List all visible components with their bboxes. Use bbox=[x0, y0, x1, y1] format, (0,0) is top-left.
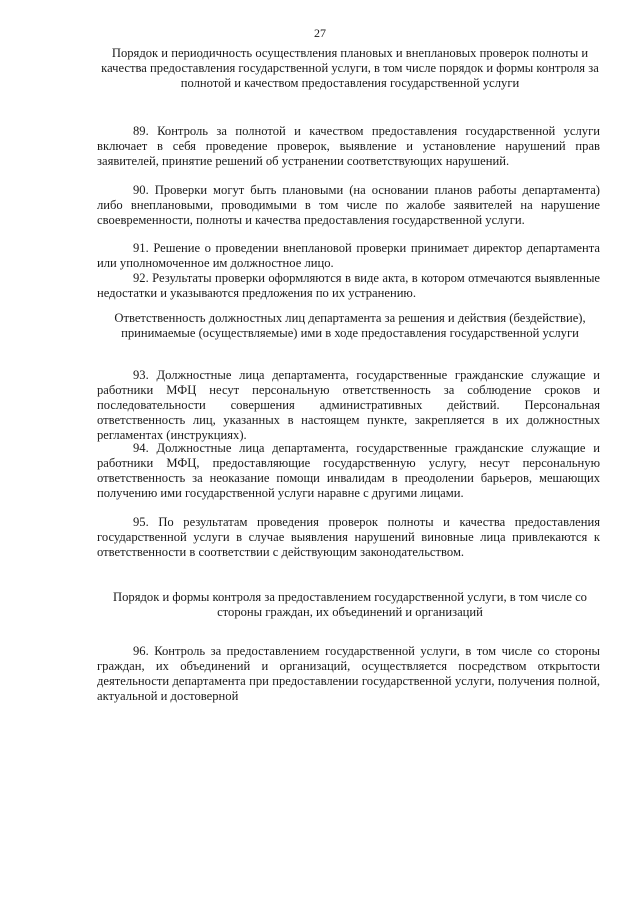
section-heading-responsibility: Ответственность должностных лиц департамента за решения и действия (бездействие), принимаемые (осуществляемые) ими в ходе предоставления государственной услуги bbox=[114, 311, 586, 340]
paragraph-94: 94. Должностные лица департамента, государственные гражданские служащие и работники МФЦ, предоставляющие государственную услугу, несут персональную ответственность за неоказание помощи инвалидам в преодолении барьеров, мешающих получению ими государственной услуги наравне с другими лицами. bbox=[97, 441, 600, 500]
section-heading-inspections: Порядок и периодичность осуществления плановых и внеплановых проверок полноты и качества предоставления государственной услуги, в том числе порядок и формы контроля за полнотой и качеством предоставления государственной услуги bbox=[101, 46, 599, 90]
paragraph-91: 91. Решение о проведении внеплановой проверки принимает директор департамента или уполномоченное им должностное лицо. bbox=[97, 241, 600, 270]
paragraph-93: 93. Должностные лица департамента, государственные гражданские служащие и работники МФЦ несут персональную ответственность за соблюдение сроков и последовательности совершения административных действий. Персональная ответственность лиц, указанных в настоящем пункте, закрепляется в их должностных регламентах (инструкциях). bbox=[97, 368, 600, 442]
paragraph-96: 96. Контроль за предоставлением государственной услуги, в том числе со стороны граждан, их объединений и организаций, осуществляется посредством открытости деятельности департамента при предоставлении государственной услуги, получения полной, актуальной и достоверной bbox=[97, 644, 600, 703]
page-number: 27 bbox=[314, 26, 326, 40]
paragraph-92: 92. Результаты проверки оформляются в виде акта, в котором отмечаются выявленные недостатки и указываются предложения по их устранению. bbox=[97, 271, 600, 300]
paragraph-89: 89. Контроль за полнотой и качеством предоставления государственной услуги включает в себя проведение проверок, выявление и установление нарушений прав заявителей, принятие решений об устранении соответствующих нарушений. bbox=[97, 124, 600, 168]
section-heading-public-control: Порядок и формы контроля за предоставлением государственной услуги, в том числе со стороны граждан, их объединений и организаций bbox=[113, 590, 587, 619]
paragraph-95: 95. По результатам проведения проверок полноты и качества предоставления государственной услуги в случае выявления нарушений виновные лица привлекаются к ответственности в соответствии с действующим законодательством. bbox=[97, 515, 600, 559]
paragraph-90: 90. Проверки могут быть плановыми (на основании планов работы департамента) либо внеплановыми, проводимыми в том числе по жалобе заявителей на нарушение своевременности, полноты и качества предоставления государственной услуги. bbox=[97, 183, 600, 227]
